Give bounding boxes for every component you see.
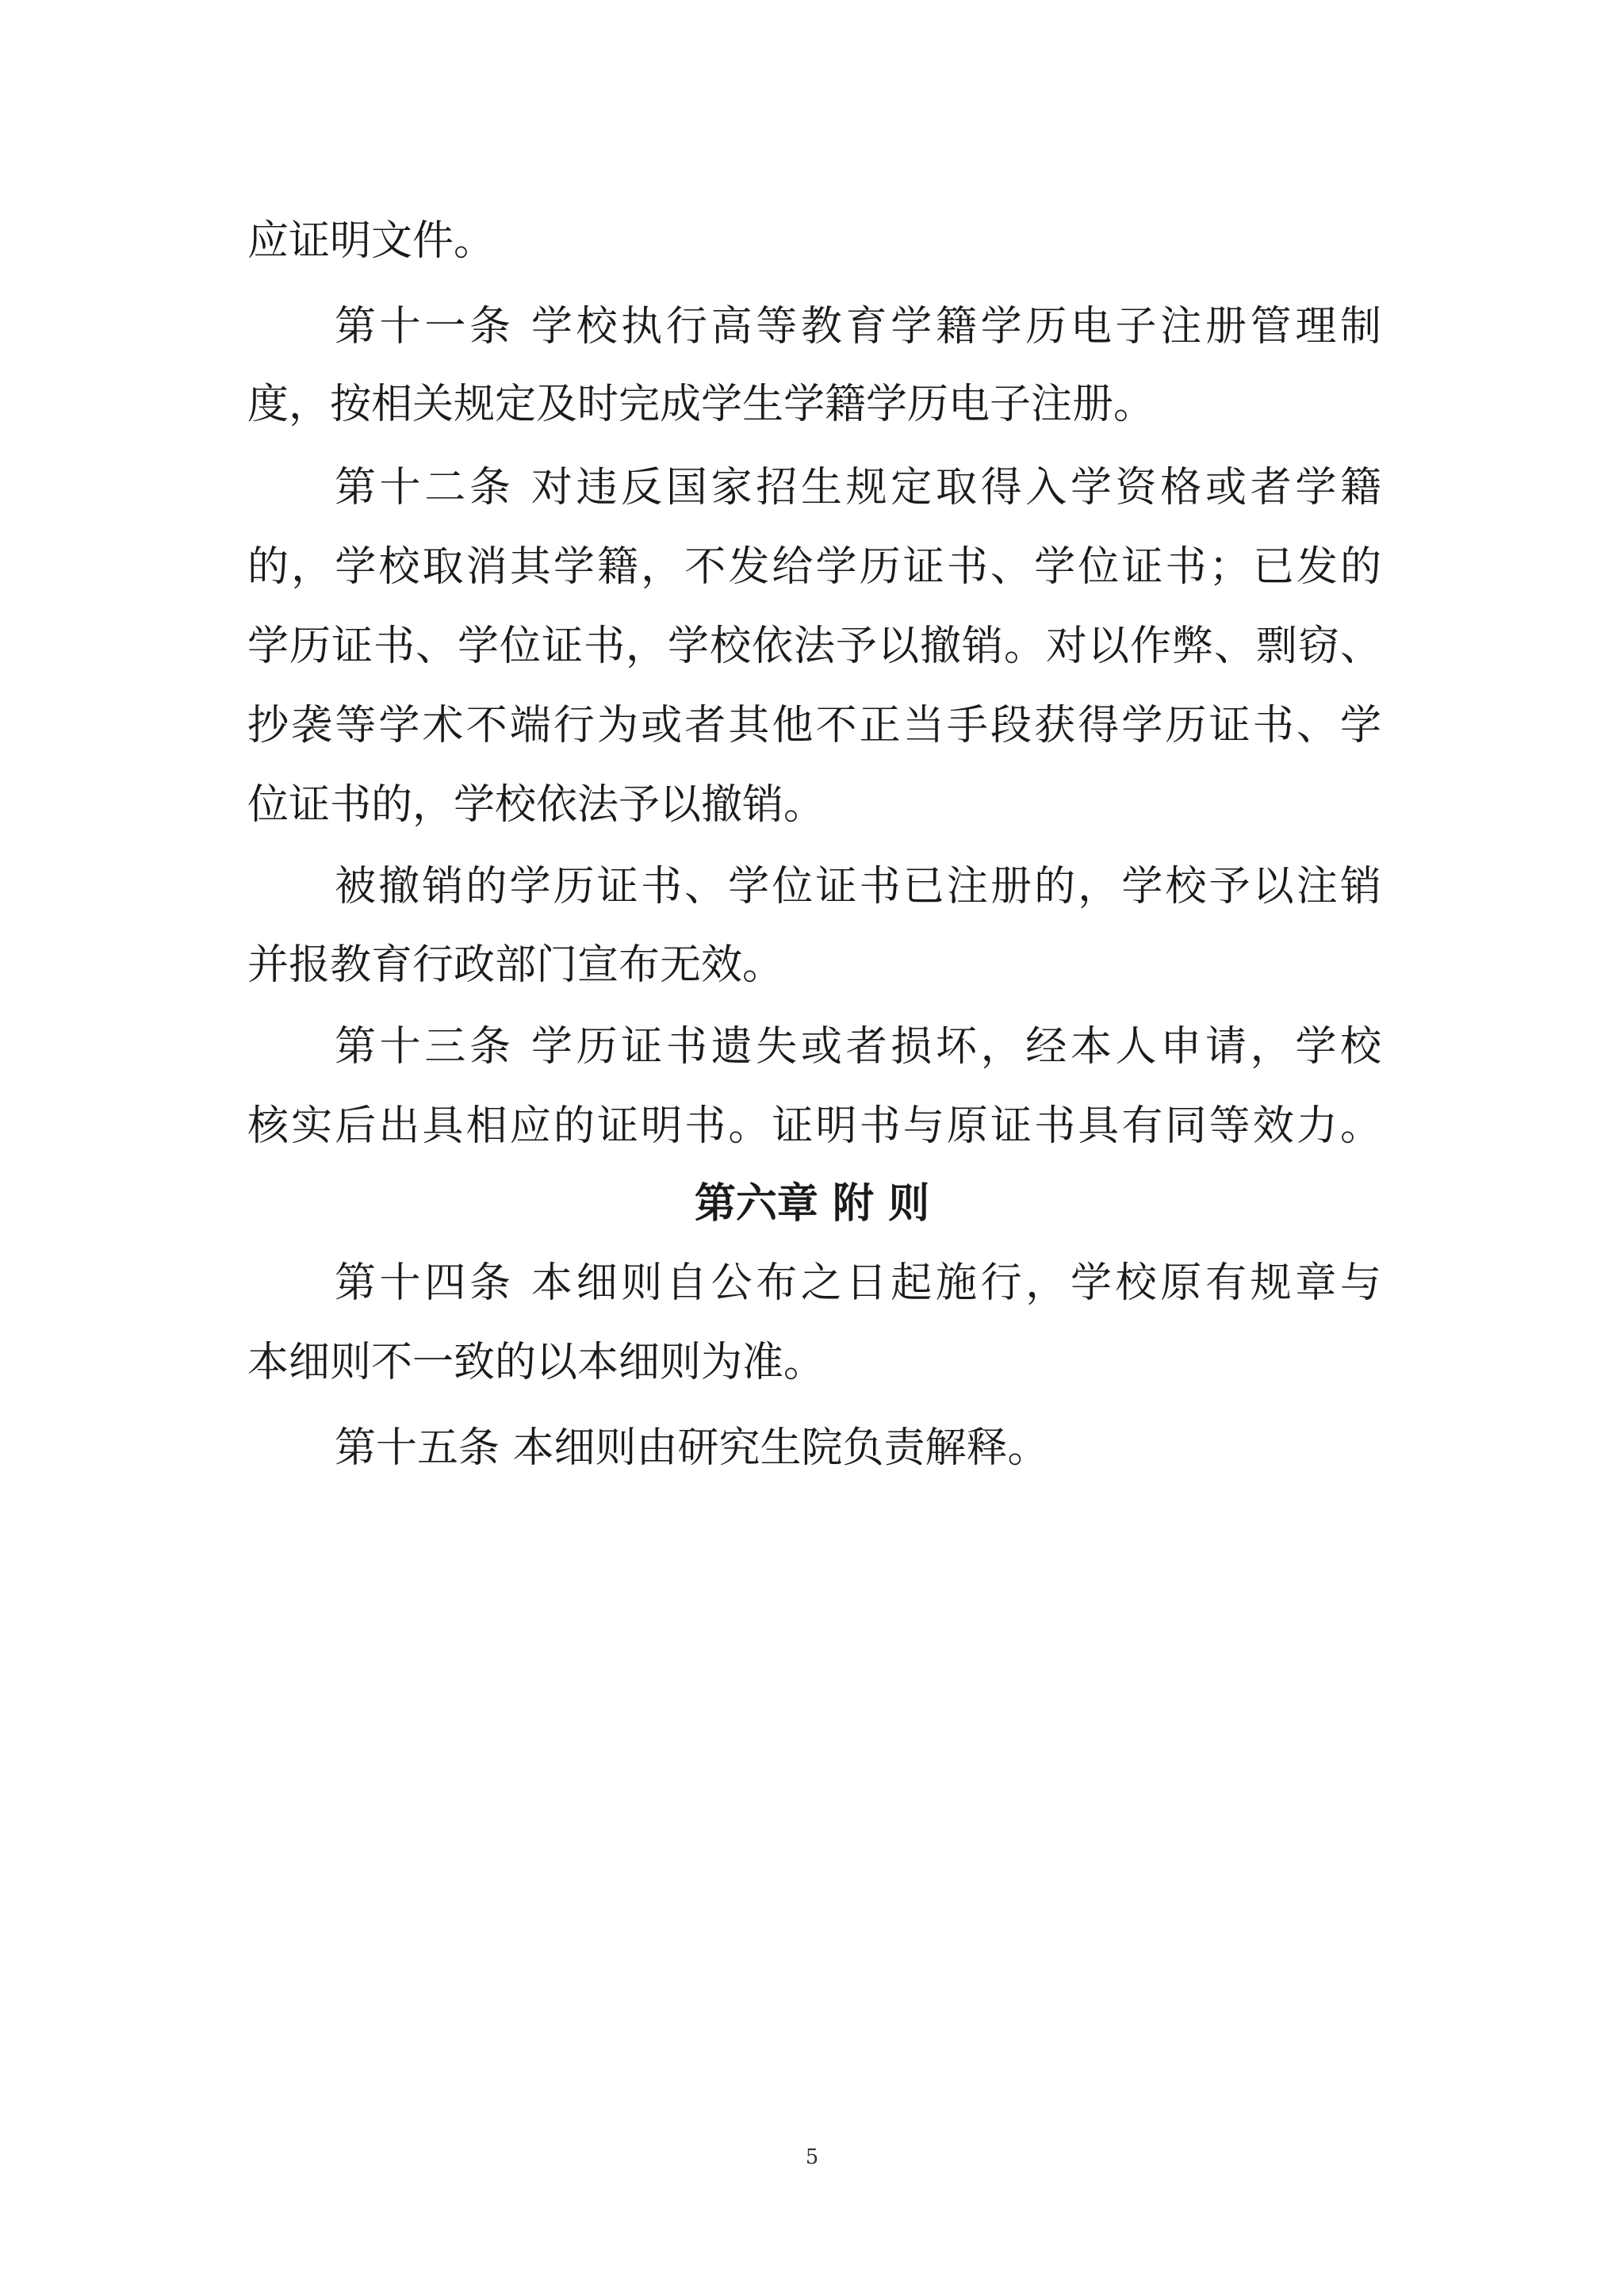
article-13-line-1: 第十三条 学历证书遗失或者损坏，经本人申请，学校 [335,1023,1381,1071]
article-11-line-2: 度，按相关规定及时完成学生学籍学历电子注册。 [247,381,1155,428]
article-14-line-2: 本细则不一致的以本细则为准。 [247,1339,825,1386]
revocation-paragraph-line-1: 被撤销的学历证书、学位证书已注册的，学校予以注销 [335,863,1381,910]
article-12-line-3: 学历证书、学位证书，学校依法予以撤销。对以作弊、剽窃、 [247,623,1381,670]
chapter-heading: 第六章 附 则 [694,1180,930,1228]
article-13-line-2: 核实后出具相应的证明书。证明书与原证书具有同等效力。 [247,1102,1381,1150]
page-number: 5 [805,2145,819,2169]
article-12-line-5: 位证书的，学校依法予以撤销。 [247,781,825,829]
article-15-line-1: 第十五条 本细则由研究生院负责解释。 [335,1424,1049,1472]
article-11-line-1: 第十一条 学校执行高等教育学籍学历电子注册管理制 [335,303,1381,351]
article-14-line-1: 第十四条 本细则自公布之日起施行，学校原有规章与 [335,1259,1381,1307]
article-12-line-4: 抄袭等学术不端行为或者其他不正当手段获得学历证书、学 [247,702,1381,749]
text-line-1: 应证明文件。 [247,217,496,265]
article-12-line-1: 第十二条 对违反国家招生规定取得入学资格或者学籍 [335,464,1381,512]
article-12-line-2: 的，学校取消其学籍，不发给学历证书、学位证书；已发的 [247,543,1381,591]
revocation-paragraph-line-2: 并报教育行政部门宣布无效。 [247,941,784,989]
